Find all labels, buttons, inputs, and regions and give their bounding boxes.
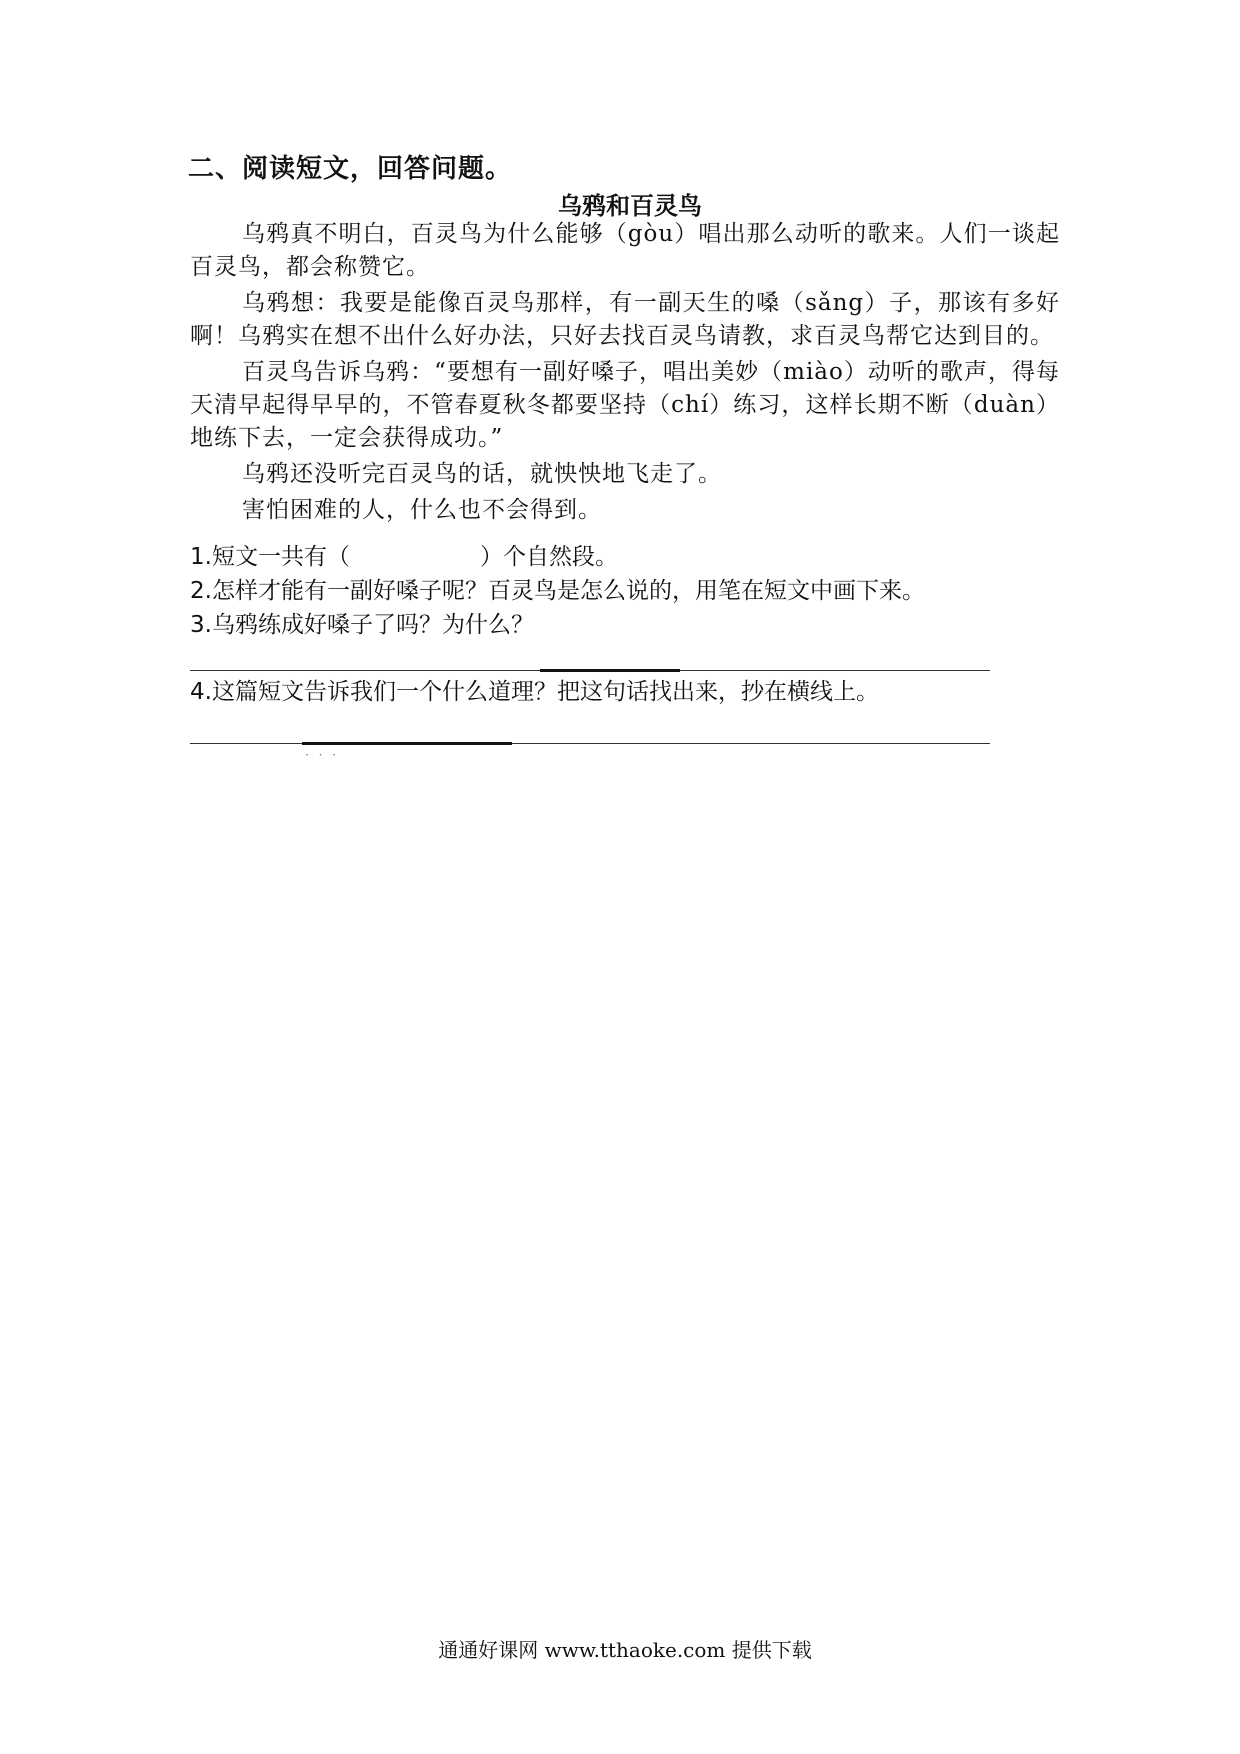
footer-credit: 通通好课网 www.tthaoke.com 提供下载 [438,1638,812,1662]
story-paragraph: 乌鸦想：我要是能像百灵鸟那样，有一副天生的嗓（sǎng）子，那该有多好啊！乌鸦实在想不出什么好办法，只好去找百灵鸟请教，求百灵鸟帮它达到目的。 [190,290,1060,349]
story-paragraph: 乌鸦还没听完百灵鸟的话，就怏怏地飞走了。 [242,461,722,487]
story-text [190,218,1060,530]
story-paragraph: 百灵鸟告诉乌鸦：“要想有一副好嗓子，唱出美妙（miào）动听的歌声，得每天清早起得早早的，不管春夏秋冬都要坚持（chí）练习，这样长期不断（duàn）地练下去，一定会获得成功。” [190,359,1060,451]
answer-line-4[interactable] [190,715,990,744]
section-heading: 二、阅读短文，回答问题。 [188,154,513,184]
line-segment [302,742,512,745]
stray-dots: · · · [305,748,340,762]
question-1-prefix: 1.短文一共有（ [190,544,350,570]
story-paragraph: 乌鸦真不明白，百灵鸟为什么能够（gòu）唱出那么动听的歌来。人们一谈起百灵鸟，都会称赞它。 [190,221,1060,280]
question-list [190,540,1060,748]
line-segment [540,669,680,672]
answer-line-3[interactable] [190,642,990,671]
question-4: 4.这篇短文告诉我们一个什么道理？把这句话找出来，抄在横线上。 [190,679,879,705]
question-1 [190,540,1060,574]
story-paragraph: 害怕困难的人，什么也不会得到。 [242,497,602,523]
question-1-suffix: ）个自然段。 [479,544,618,570]
question-2: 2.怎样才能有一副好嗓子呢？百灵鸟是怎么说的，用笔在短文中画下来。 [190,578,925,604]
question-3: 3.乌鸦练成好嗓子了吗？为什么？ [190,612,534,638]
story-title: 乌鸦和百灵鸟 [558,191,702,220]
